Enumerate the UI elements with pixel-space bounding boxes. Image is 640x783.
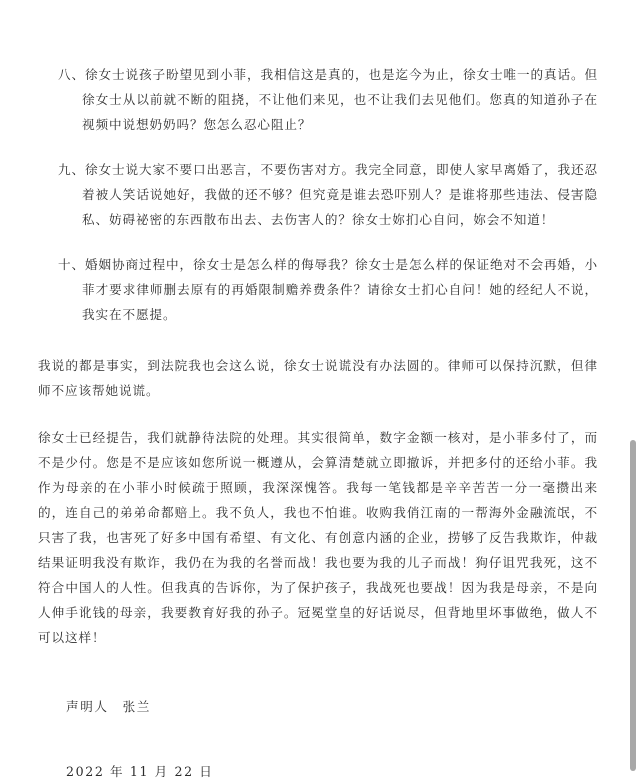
clause-text: 徐女士说大家不要口出恶言，不要伤害对方。我完全同意，即使人家早离婚了，我还忍着被人笑话说她好，我做的还不够？但究竟是谁去恐吓别人？是谁将那些违法、侵害隐私、妨碍祕密的东西散布出去、去伤害人的？徐女士妳扪心自问，妳会不知道！	[82, 162, 598, 227]
clause-marker: 十、	[58, 257, 85, 272]
numbered-clause	[24, 252, 598, 327]
body-paragraph: 我说的都是事实，到法院我也会这么说，徐女士说谎没有办法圆的。律师可以保持沉默，但律师不应该帮她说谎。	[38, 358, 598, 398]
scrollbar-thumb[interactable]	[630, 440, 636, 771]
scrollbar-track[interactable]	[622, 0, 640, 771]
signature-name: 张兰	[122, 699, 151, 714]
clause-text: 徐女士说孩子盼望见到小菲，我相信这是真的，也是迄今为止，徐女士唯一的真话。但徐女士从以前就不断的阻挠，不让他们来见，也不让我们去见他们。您真的知道孙子在视频中说想奶奶吗？您怎么忍心阻止？	[82, 67, 598, 132]
signature-line	[24, 672, 598, 719]
signature-label: 声明人	[66, 699, 109, 714]
clause-marker: 九、	[58, 162, 85, 177]
document-date: 2022 年 11 月 22 日	[66, 764, 214, 779]
clause-marker: 八、	[58, 67, 85, 82]
body-paragraph: 徐女士已经提告，我们就静待法院的处理。其实很简单，数字金额一核对，是小菲多付了，而不是少付。您是不是应该如您所说一概遵从，会算清楚就立即撤诉，并把多付的还给小菲。我作为母亲的在小菲小时候疏于照顾，我深深愧答。我每一笔钱都是辛辛苦苦一分一毫攒出来的，连自己的弟弟命都赔上。我不负人，我也不怕谁。收购我俏江南的一帮海外金融流氓，不只害了我，也害死了好多中国有希望、有文化、有创意内涵的企业，捞够了反告我欺诈，仲裁结果证明我没有欺诈，我仍在为我的名誉而战！我也要为我的儿子而战！狗仔诅咒我死，这不符合中国人的人性。但我真的告诉你，为了保护孩子，我战死也要战！因为我是母亲，不是向人伸手讹钱的母亲，我要教育好我的孙子。冠冕堂皇的好话说尽，但背地里坏事做绝，做人不可以这样！	[38, 430, 598, 645]
numbered-clause	[24, 62, 598, 137]
numbered-clause	[24, 157, 598, 232]
clause-text: 婚姻协商过程中，徐女士是怎么样的侮辱我？徐女士是怎么样的保证绝对不会再婚，小菲才要求律师删去原有的再婚限制赡养费条件？请徐女士扪心自问！她的经纪人不说，我实在不愿提。	[82, 257, 598, 322]
